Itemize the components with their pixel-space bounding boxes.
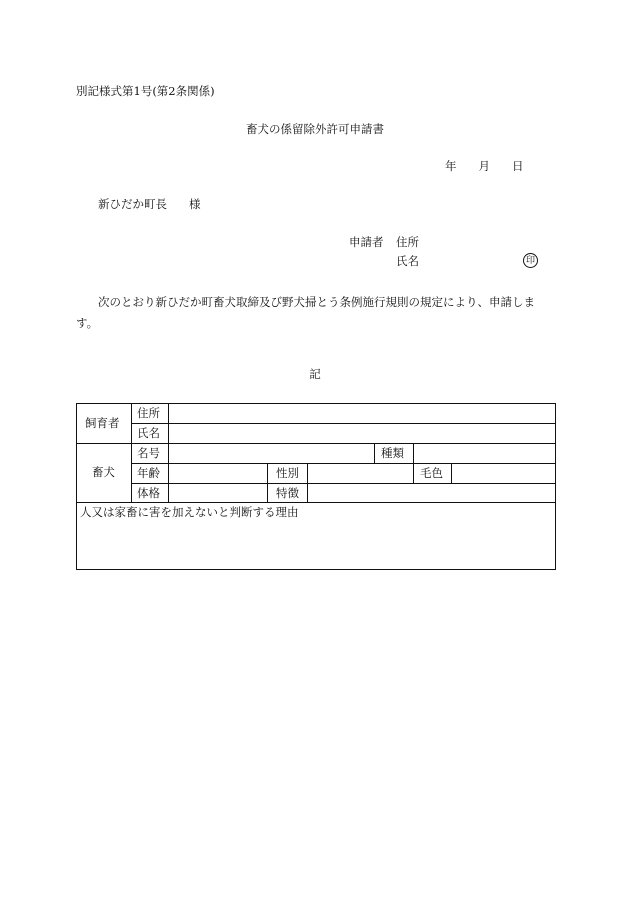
addressee-suffix: 様: [189, 197, 201, 211]
seal-icon: 印: [523, 253, 538, 268]
dog-age-label: 年齢: [137, 466, 160, 480]
dog-sex-label: 性別: [276, 466, 299, 480]
dog-build-label: 体格: [137, 486, 160, 500]
year-label: 年: [445, 159, 457, 173]
dog-breed-label: 種類: [381, 446, 404, 460]
record-label: 記: [309, 367, 321, 381]
day-label: 日: [512, 159, 524, 173]
dog-name-label: 名号: [137, 446, 160, 460]
applicant-label: 申請者: [349, 235, 384, 249]
owner-name-label: 氏名: [137, 426, 160, 440]
month-label: 月: [478, 159, 490, 173]
dog-group-label: 畜犬: [92, 465, 115, 479]
addressee-name: 新ひだか町長: [98, 197, 167, 211]
document-title: 畜犬の係留除外許可申請書: [246, 122, 384, 136]
info-table: [76, 403, 556, 570]
form-number: 別記様式第1号(第2条関係): [76, 84, 215, 98]
dog-color-label: 毛色: [420, 466, 443, 480]
dog-features-label: 特徴: [276, 486, 299, 500]
applicant-address-label: 住所: [396, 235, 419, 249]
date-line: [445, 161, 524, 173]
reason-label: 人又は家畜に害を加えないと判断する理由: [80, 505, 299, 519]
owner-group-label: 飼育者: [85, 416, 120, 430]
body-text: 次のとおり新ひだか町畜犬取締及び野犬掃とう条例施行規則の規定により、申請します。: [76, 295, 535, 330]
owner-address-label: 住所: [137, 406, 160, 420]
applicant-name-label: 氏名: [396, 254, 419, 268]
addressee: [98, 199, 201, 211]
